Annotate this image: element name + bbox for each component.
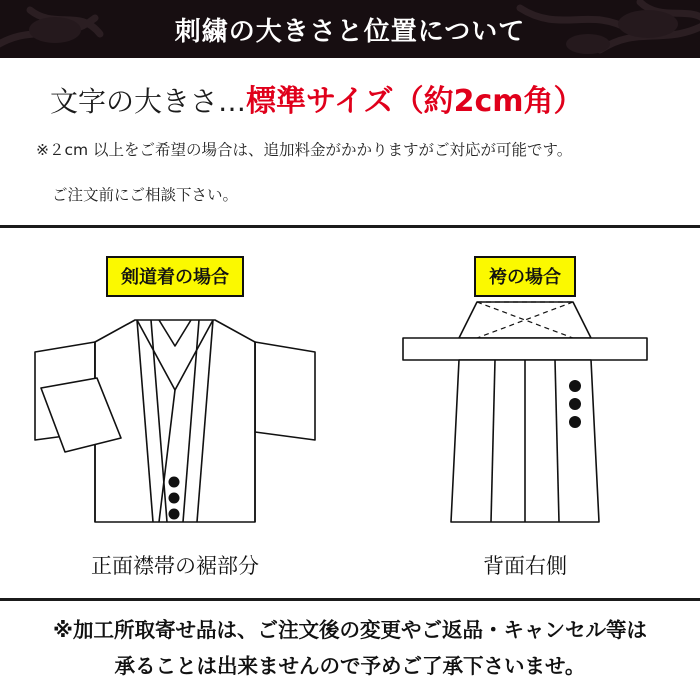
size-label: 文字の大きさ…	[50, 85, 247, 118]
diagram-hakama	[350, 228, 700, 598]
hakama-caption: 背面右側	[483, 553, 567, 578]
note-line-1: ※２cm 以上をご希望の場合は、追加料金がかかりますがご対応が可能です。	[36, 141, 573, 159]
hakama-illustration	[385, 290, 665, 555]
size-section	[0, 58, 700, 211]
header-banner	[0, 0, 700, 58]
note-line-2: ご注文前にご相談下さい。	[52, 186, 239, 205]
embroidery-marker-dots	[169, 476, 180, 519]
page-title: 刺繍の大きさと位置について	[174, 17, 526, 47]
kendogi-tag: 剣道着の場合	[106, 256, 244, 297]
kendogi-illustration	[25, 290, 325, 555]
kendogi-caption: 正面襟帯の裾部分	[91, 553, 259, 578]
footer-notice	[0, 601, 700, 685]
size-value: 標準サイズ（約2cm角）	[246, 84, 584, 119]
hakama-tag: 袴の場合	[474, 256, 576, 297]
size-line	[0, 76, 700, 120]
embroidery-marker-dots	[569, 380, 581, 428]
footer-line-2: 承ることは出来ませんので予めご了承下さいませ。	[114, 653, 586, 678]
footer-line-1: ※加工所取寄せ品は、ご注文後の変更やご返品・キャンセル等は	[53, 617, 647, 642]
diagram-kendogi	[0, 228, 350, 598]
diagram-section	[0, 228, 700, 598]
